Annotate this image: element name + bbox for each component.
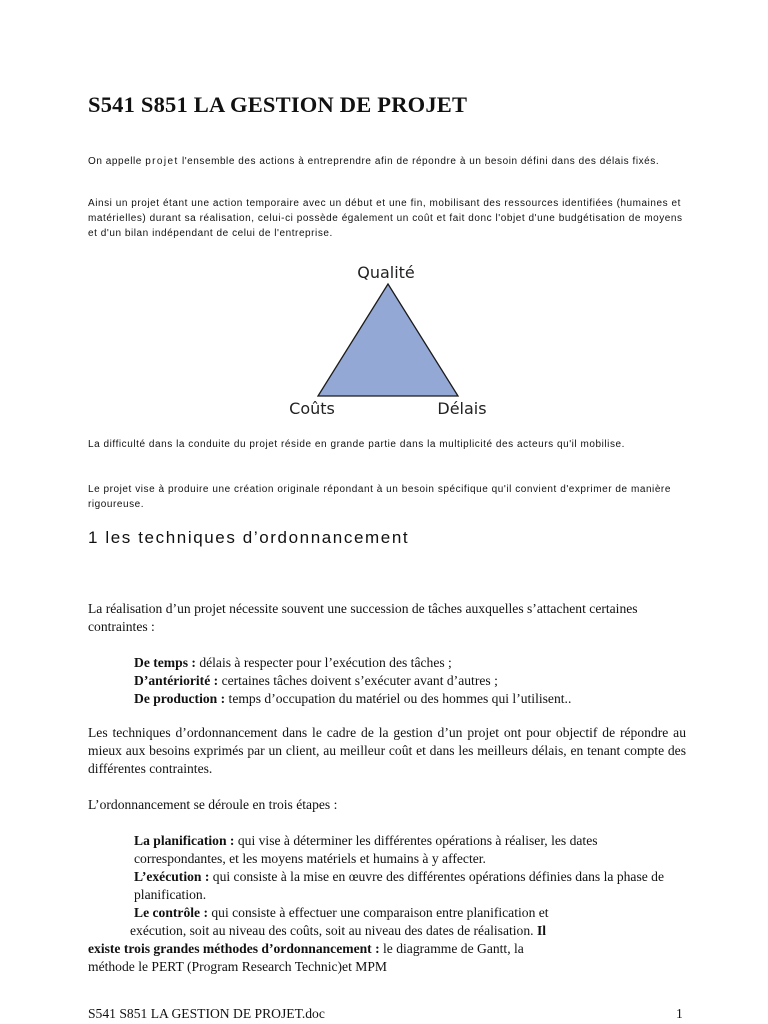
section-heading-1: 1 les techniques d’ordonnancement <box>88 528 410 547</box>
intro-paragraph-2: Ainsi un projet étant une action temporaire avec un début et une fin, mobilisant des ressources identifiées (humaines et matérielles) durant sa réalisation, celui-ci possède également un coût et fait donc l'objet d'une budgétisation de moyens et d'un bilan indépendant de celui de l'entreprise. <box>88 198 683 239</box>
intro-p1-post: l'ensemble des actions à entreprendre afin de répondre à un besoin défini dans des délais fixés. <box>178 156 660 167</box>
step-item <box>134 832 690 868</box>
triangle-shape <box>318 284 458 396</box>
section1-objective: Les techniques d’ordonnancement dans le cadre de la gestion d’un projet ont pour objectif de répondre au mieux aux besoins exprimés par un client, au meilleur coût et dans les meilleurs délais, en tenant compte des différentes contraintes. <box>88 725 686 776</box>
page-title: S541 S851 LA GESTION DE PROJET <box>88 92 468 117</box>
methods-line-2: méthode le PERT (Program Research Technic)et MPM <box>88 959 387 974</box>
constraint-term: De production : <box>134 691 226 706</box>
constraint-item <box>134 654 690 672</box>
control-bold-tail: Il <box>533 923 547 938</box>
label-couts: Coûts <box>289 399 335 418</box>
label-qualite: Qualité <box>357 263 415 282</box>
constraint-text: certaines tâches doivent s’exécuter avant d’autres ; <box>218 673 498 688</box>
intro-paragraph-1 <box>88 154 688 169</box>
section1-stages-intro: L’ordonnancement se déroule en trois étapes : <box>88 797 338 812</box>
step-item <box>134 904 690 922</box>
constraint-term: De temps : <box>134 655 196 670</box>
footer-page-number: 1 <box>676 1006 683 1021</box>
step-item <box>134 868 690 904</box>
step-term: L’exécution : <box>134 869 210 884</box>
constraint-text: délais à respecter pour l’exécution des tâches ; <box>195 655 452 670</box>
constraint-term: D’antériorité : <box>134 673 219 688</box>
intro-p1-word: projet <box>145 156 179 167</box>
step-term: La planification : <box>134 833 235 848</box>
footer-filename: S541 S851 LA GESTION DE PROJET.doc <box>88 1006 325 1021</box>
step-term: Le contrôle : <box>134 905 208 920</box>
methods-bold: existe trois grandes méthodes d’ordonnancement : <box>88 941 380 956</box>
step-text: qui consiste à la mise en œuvre des différentes opérations définies dans la phase de planification. <box>134 869 665 902</box>
control-cont-text: exécution, soit au niveau des coûts, soit au niveau des dates de réalisation. <box>130 923 534 938</box>
constraint-text: temps d’occupation du matériel ou des hommes qui l’utilisent.. <box>225 691 572 706</box>
constraint-item <box>134 690 690 708</box>
step-text: qui consiste à effectuer une comparaison entre planification et <box>207 905 549 920</box>
step-text: qui vise à déterminer les différentes opérations à réaliser, les dates correspondantes, et les moyens matériels et humains à y affecter. <box>134 833 598 866</box>
intro-p1-pre: On appelle <box>88 156 146 167</box>
paragraph-project-aim: Le projet vise à produire une création originale répondant à un besoin spécifique qu'il convient d'exprimer de manière rigoureuse. <box>88 484 671 510</box>
control-continuation <box>130 922 690 940</box>
constraint-item <box>134 672 690 690</box>
methods-text: le diagramme de Gantt, la <box>379 941 524 956</box>
section1-intro: La réalisation d’un projet nécessite souvent une succession de tâches auxquelles s’attachent certaines contraintes : <box>88 601 638 634</box>
methods-line <box>88 940 688 958</box>
label-delais: Délais <box>437 399 487 418</box>
paragraph-difficulty: La difficulté dans la conduite du projet réside en grande partie dans la multiplicité des acteurs qu'il mobilise. <box>88 439 625 450</box>
triangle-diagram <box>289 250 487 425</box>
